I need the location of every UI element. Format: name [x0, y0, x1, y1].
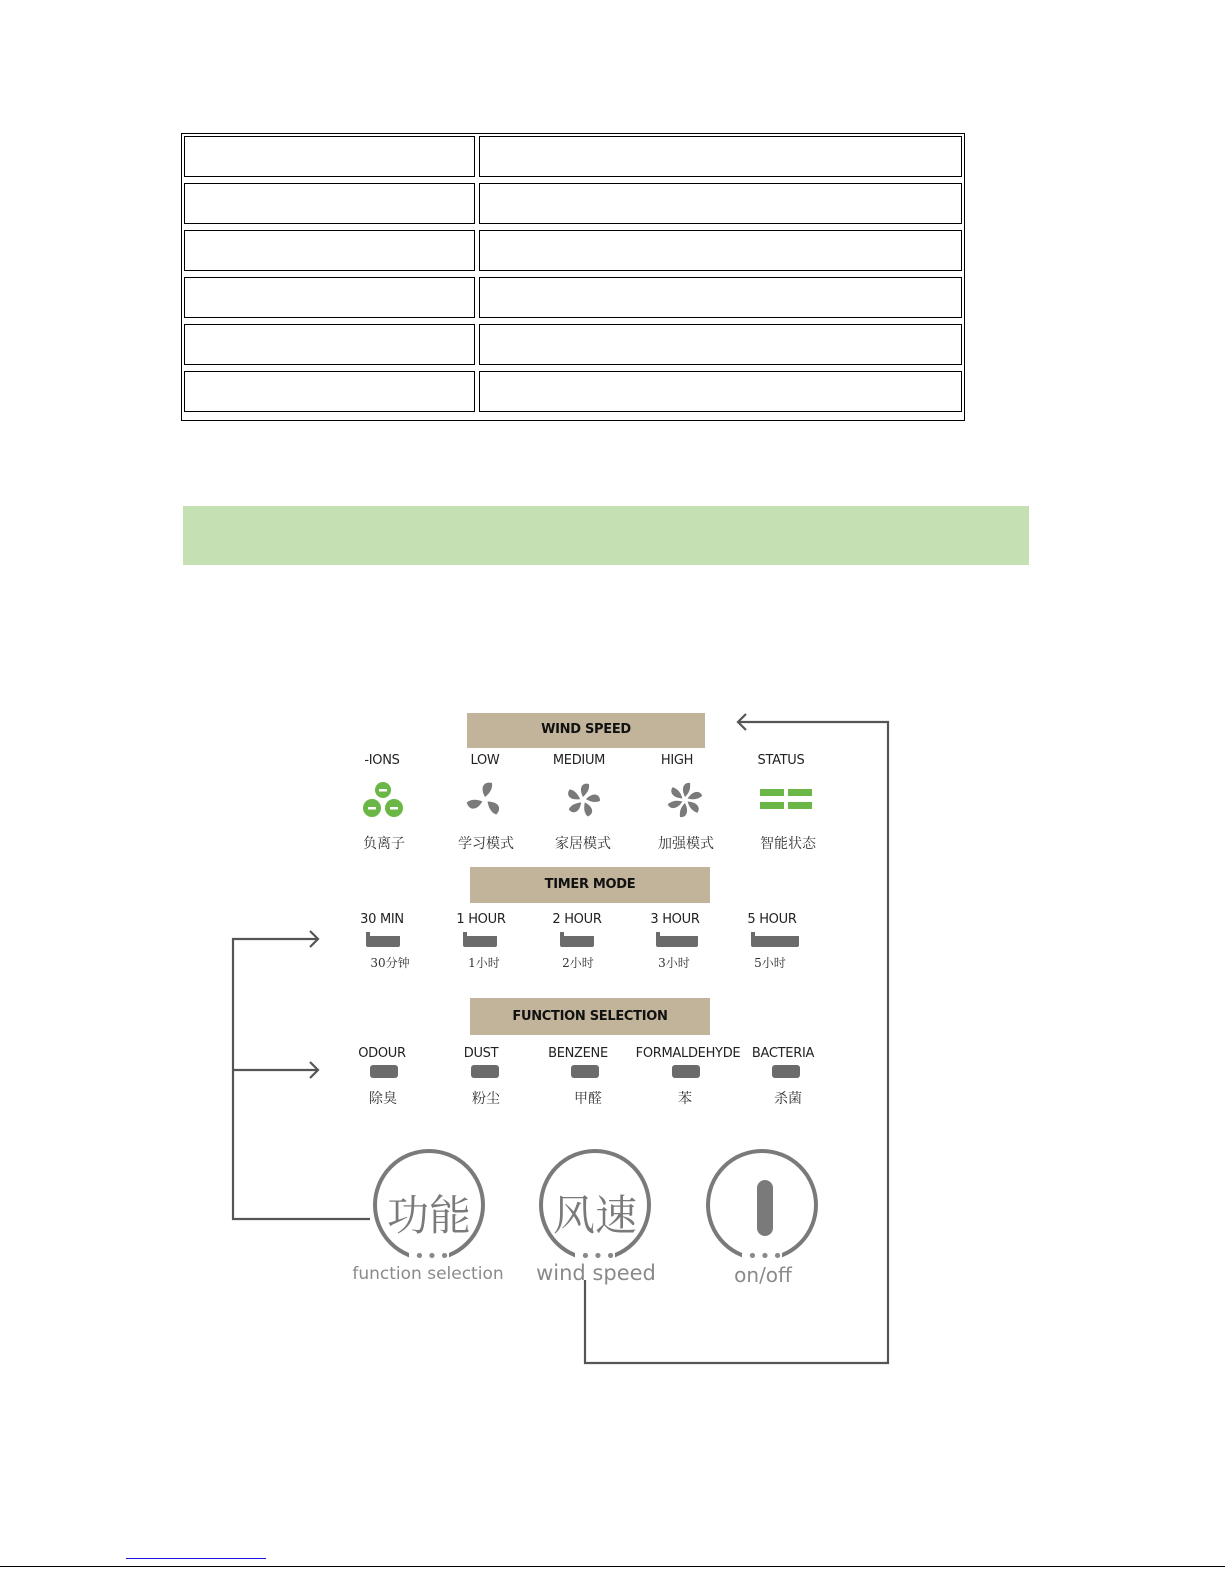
power-button[interactable]: [706, 1149, 818, 1267]
fan-medium-icon: [563, 780, 603, 820]
function-selection-button[interactable]: [373, 1149, 485, 1267]
timer-3hour-label: 3 HOUR: [650, 912, 700, 927]
timer-30min-label: 30 MIN: [360, 912, 404, 927]
timer-2hour-indicator: [560, 936, 594, 947]
timer-1hour-cn-label: 1小时: [468, 956, 500, 970]
timer-5hour-indicator: [751, 936, 799, 947]
formaldehyde-indicator: [672, 1065, 700, 1078]
timer-2hour-cn-label: 2小时: [562, 956, 594, 970]
fan-low-icon: [465, 780, 505, 820]
high-label: HIGH: [660, 753, 694, 768]
timer-3hour-indicator: [656, 936, 698, 947]
medium-cn-label: 家居模式: [555, 836, 611, 852]
timer-30min-indicator: [366, 936, 400, 947]
ions-label: -IONS: [364, 753, 400, 768]
medium-label: MEDIUM: [552, 753, 606, 768]
timer-1hour-indicator: [463, 936, 497, 947]
dots-icon: •••: [747, 1246, 785, 1267]
high-cn-label: 加强模式: [658, 836, 714, 852]
low-cn-label: 学习模式: [458, 836, 514, 852]
timer-5hour-cn-label: 5小时: [754, 956, 786, 970]
timer-3hour-cn-label: 3小时: [658, 956, 690, 970]
wind-speed-caption: wind speed: [536, 1261, 656, 1285]
odour-label: ODOUR: [358, 1046, 406, 1061]
formaldehyde-cn-label: 苯: [678, 1091, 692, 1107]
odour-indicator: [370, 1065, 398, 1078]
dust-cn-label: 粉尘: [472, 1091, 500, 1107]
wind-speed-header: WIND SPEED: [467, 713, 705, 748]
dots-icon: •••: [580, 1246, 618, 1267]
bacteria-label: BACTERIA: [751, 1046, 815, 1061]
odour-cn-label: 除臭: [369, 1091, 397, 1107]
benzene-cn-label: 甲醛: [574, 1091, 602, 1107]
timer-mode-header: TIMER MODE: [470, 867, 710, 903]
ions-cn-label: 负离子: [363, 836, 405, 852]
function-selection-header: FUNCTION SELECTION: [470, 998, 710, 1035]
benzene-indicator: [571, 1065, 599, 1078]
low-label: LOW: [470, 753, 500, 768]
on-off-caption: on/off: [734, 1263, 792, 1287]
wind-speed-button-glyph: 风速: [552, 1191, 637, 1240]
function-selection-caption: function selection: [352, 1264, 504, 1284]
fan-high-icon: [665, 780, 705, 820]
wind-speed-button[interactable]: [539, 1149, 651, 1267]
timer-1hour-label: 1 HOUR: [456, 912, 506, 927]
timer-5hour-label: 5 HOUR: [747, 912, 797, 927]
bacteria-cn-label: 杀菌: [774, 1091, 802, 1107]
dust-label: DUST: [463, 1046, 499, 1061]
ions-icon: [361, 780, 405, 820]
status-label: STATUS: [757, 753, 805, 768]
dots-icon: •••: [414, 1246, 452, 1267]
benzene-label: BENZENE: [548, 1046, 608, 1061]
power-icon: [757, 1180, 773, 1236]
timer-2hour-label: 2 HOUR: [552, 912, 602, 927]
formaldehyde-label: FORMALDEHYDE: [635, 1046, 741, 1061]
footnote-link-line: [126, 1558, 266, 1559]
bacteria-indicator: [772, 1065, 800, 1078]
page-footer-rule: [0, 1566, 1225, 1567]
status-icon: [760, 787, 814, 813]
timer-30min-cn-label: 30分钟: [370, 956, 410, 970]
dust-indicator: [471, 1065, 499, 1078]
status-cn-label: 智能状态: [760, 836, 816, 852]
function-button-glyph: 功能: [386, 1191, 471, 1240]
